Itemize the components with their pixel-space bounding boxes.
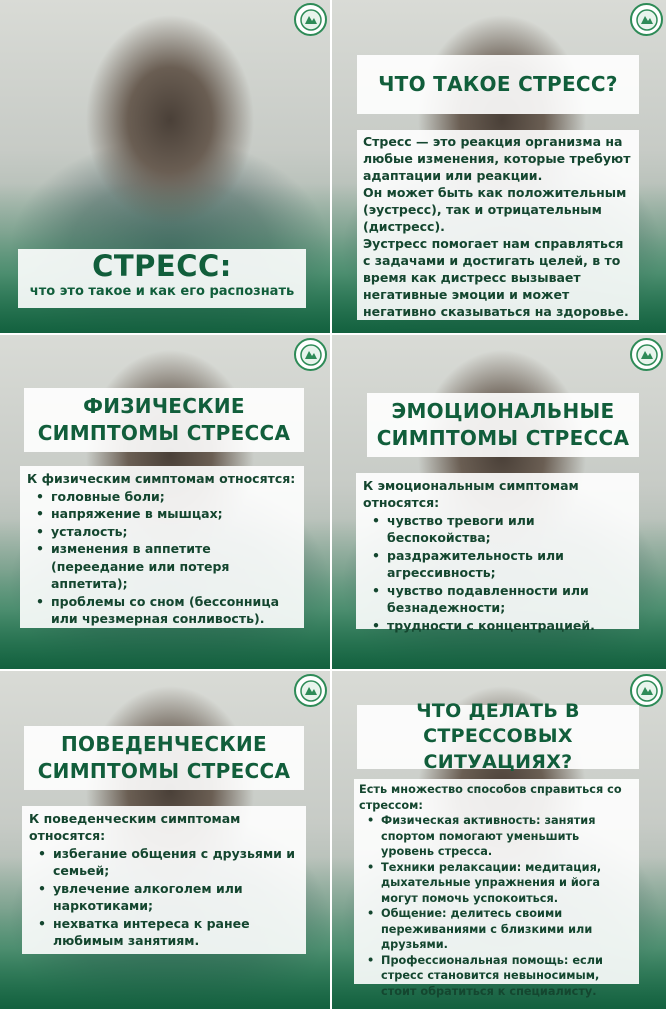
- organization-logo-icon: [294, 674, 327, 707]
- organization-logo-icon: [630, 338, 663, 371]
- slide3-title-box: [24, 388, 304, 452]
- list-item: • Профессиональная помощь: если стресс становится невыносимым, стоит обратиться к специалисту.: [359, 953, 634, 1000]
- slide-behavioral-symptoms: [0, 671, 330, 1009]
- slide6-list: [359, 813, 634, 999]
- list-item: • трудности с концентрацией.: [363, 617, 632, 635]
- slide2-body: [357, 130, 639, 320]
- list-item: • напряжение в мышцах;: [27, 505, 297, 523]
- slide5-title: ПОВЕДЕНЧЕСКИЕ СИМПТОМЫ СТРЕССА: [37, 732, 291, 783]
- list-item: • проблемы со сном (бессонница или чрезмерная сонливость).: [27, 593, 297, 628]
- slide6-intro: Есть множество способов справиться со стрессом:: [359, 783, 622, 812]
- slide5-list: [29, 845, 299, 950]
- slide3-body: [20, 466, 304, 628]
- slide4-intro: К эмоциональным симптомам относятся:: [363, 478, 579, 510]
- slide2-title-box: [357, 55, 639, 114]
- slide2-paragraph: Стресс — это реакция организма на любые изменения, которые требуют адаптации или реакции.: [363, 134, 631, 183]
- list-item: • чувство подавленности или безнадежности;: [363, 582, 632, 617]
- slide-what-is-stress: [332, 0, 666, 333]
- slide3-title: ФИЗИЧЕСКИЕ СИМПТОМЫ СТРЕССА: [37, 394, 291, 445]
- slide4-title: ЭМОЦИОНАЛЬНЫЕ СИМПТОМЫ СТРЕССА: [376, 399, 630, 450]
- slide6-body: [354, 779, 639, 998]
- list-item: • увлечение алкоголем или наркотиками;: [29, 880, 299, 915]
- list-item: • нехватка интереса к ранее любимым занятиям.: [29, 915, 299, 950]
- slide-emotional-symptoms: [332, 335, 666, 669]
- slide3-intro: К физическим симптомам относятся:: [27, 471, 296, 486]
- list-item: • Физическая активность: занятия спортом помогают уменьшить уровень стресса.: [359, 813, 634, 860]
- list-item: • Общение: делитесь своими переживаниями с близкими или друзьями.: [359, 906, 634, 953]
- slide5-body: [22, 806, 306, 954]
- slide4-title-box: [367, 393, 639, 457]
- cover-subtitle: что это такое и как его распознать: [29, 284, 295, 299]
- list-item: • раздражительность или агрессивность;: [363, 547, 632, 582]
- organization-logo-icon: [630, 3, 663, 36]
- list-item: • изменения в аппетите (переедание или потеря аппетита);: [27, 540, 297, 593]
- list-item: • усталость;: [27, 523, 297, 541]
- organization-logo-icon: [294, 338, 327, 371]
- slide5-intro: К поведенческим симптомам относятся:: [29, 811, 241, 843]
- cover-title-box: [18, 249, 306, 308]
- slide2-paragraph: Он может быть как положительным (эустресс), так и отрицательным (дистресс).: [363, 185, 627, 234]
- slide6-title: ЧТО ДЕЛАТЬ В СТРЕССОВЫХ СИТУАЦИЯХ?: [416, 699, 580, 773]
- slide6-title-box: [357, 699, 639, 773]
- organization-logo-icon: [294, 3, 327, 36]
- slide2-paragraph: Эустресс помогает нам справляться с задачами и достигать целей, в то время как дистресс вызывает негативные эмоции и может негативно сказываться на здоровье.: [363, 236, 629, 319]
- slide-cover: [0, 0, 330, 333]
- slide-what-to-do: [332, 671, 666, 1009]
- list-item: • чувство тревоги или беспокойства;: [363, 512, 632, 547]
- slide4-list: [363, 512, 632, 635]
- list-item: • избегание общения с друзьями и семьей;: [29, 845, 299, 880]
- slide-physical-symptoms: [0, 335, 330, 669]
- slide3-list: [27, 488, 297, 628]
- slide4-body: [356, 473, 639, 633]
- cover-title: СТРЕСС:: [92, 249, 232, 283]
- slide2-title: ЧТО ТАКОЕ СТРЕСС?: [378, 72, 618, 96]
- list-item: • Техники релаксации: медитация, дыхательные упражнения и йога могут помочь успокоиться.: [359, 860, 634, 907]
- list-item: • головные боли;: [27, 488, 297, 506]
- slide5-title-box: [24, 726, 304, 790]
